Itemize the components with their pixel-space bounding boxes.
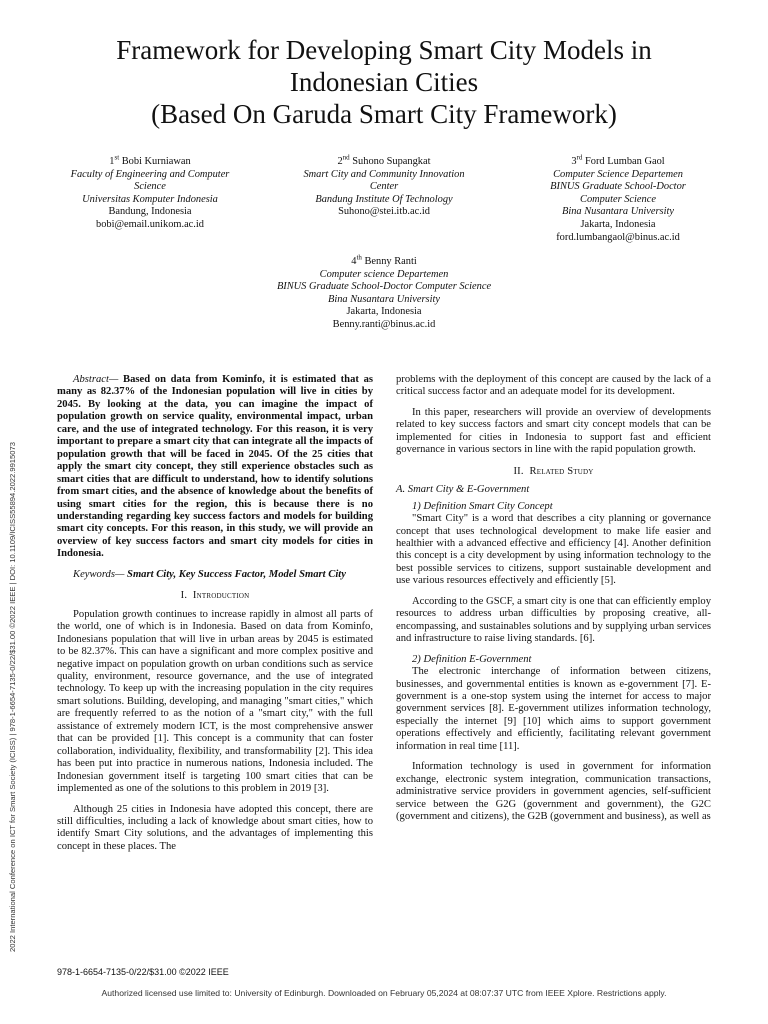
paragraph: Population growth continues to increase rapidly in almost all parts of the world, one of which is in Indonesia. Based on data from Kominfo, Indonesians population that will live in urban areas by 2045 is estimated to be 82.37%. This can have a significant and more complex positive and negative impact on population growth on urban conditions such as service quality, environment, resource governance, and the use of integrated technology. To keep up with the increasing population in the city requires smart solutions. Building, developing, and managing "smart cities," which are frequently referred to as the notion of a "smart city," with the full assistance of extremely modern ICT, is the most comprehensive answer that can be provided [1]. This concept is a community that can foster collaboration, individuality, flexibility, and transformability [2]. This idea has been put into practice in numerous nations, Indonesia included. The Indonesian government itself is targeting 100 smart cities that can be implemented as one of the solutions to this problem in 2019 [3]. [57, 608, 373, 795]
section-heading-related-study: II. Related Study [513, 465, 594, 477]
paragraph: problems with the deployment of this concept are caused by the lack of a critical success factor and an adequate model for its development. [396, 374, 711, 398]
author-block-2 [284, 153, 484, 219]
author-affiliation: Bandung Institute Of Technology [315, 193, 453, 205]
author-email[interactable]: Benny.ranti@binus.ac.id [332, 318, 436, 330]
subsubsection-heading: 1) Definition Smart City Concept [412, 500, 553, 512]
author-affiliation: Bina Nusantara University [328, 293, 440, 305]
author-affiliation: Computer Science Departemen [553, 168, 683, 180]
paper-title [30, 34, 738, 130]
author-affiliation: Universitas Komputer Indonesia [82, 193, 218, 205]
subsection-heading: A. Smart City & E-Government [396, 484, 530, 496]
author-name: 1st Bobi Kurniawan [109, 153, 191, 167]
author-affiliation: Faculty of Engineering and Computer [70, 168, 230, 180]
author-email[interactable]: ford.lumbangaol@binus.ac.id [556, 231, 680, 243]
author-block-3 [518, 153, 718, 244]
title-line-3: (Based On Garuda Smart City Framework) [151, 99, 617, 129]
license-footer: Authorized licensed use limited to: University of Edinburgh. Downloaded on February 05,2024 at 08:07:37 UTC from IEEE Xplore. Restrictions apply. [101, 988, 667, 998]
left-column [57, 374, 373, 853]
paragraph: Although 25 cities in Indonesia have adopted this concept, there are still difficulties, including a lack of knowledge about smart cities, how to identify Smart City solutions, and the advantages of implementing this concept in these places. The [57, 803, 373, 852]
author-city: Bandung, Indonesia [108, 206, 192, 218]
author-block-1 [50, 153, 250, 232]
subsubsection-heading: 2) Definition E-Government [412, 653, 532, 665]
isbn-footer: 978-1-6654-7135-0/22/$31.00 ©2022 IEEE [57, 967, 229, 977]
section-heading-introduction: I. Introduction [180, 590, 250, 602]
paragraph: The electronic interchange of information between citizens, businesses, and governmental entities is known as e-government [7]. E-government is a one-stop system using the internet for access to major government services [8]. E-government utilizes information technology, especially the internet [9] [10] which aims to support government operations effectively and efficiently, facilitating relevant government information in real time [11]. [396, 666, 711, 752]
title-line-1: Framework for Developing Smart City Models in [116, 35, 652, 65]
author-affiliation: Bina Nusantara University [562, 206, 674, 218]
author-city: Jakarta, Indonesia [580, 218, 656, 230]
paragraph: In this paper, researchers will provide an overview of developments related to key success factors and smart city concept models that can be implemented for cities in Indonesia to support fast and efficient governance in various sectors in line with the rapid population growth. [396, 406, 711, 456]
paragraph: According to the GSCF, a smart city is one that can efficiently employ resources to address urban difficulties by proposing creative, all-encompassing, and sustainables solutions and by supplying urban services and infrastructure to raise living standards. [6]. [396, 595, 711, 645]
author-name: 2nd Suhono Supangkat [337, 153, 431, 167]
author-block-4 [234, 253, 534, 332]
author-affiliation: Smart City and Community Innovation [303, 168, 465, 180]
author-affiliation: Computer Science [580, 193, 656, 205]
paragraph: "Smart City" is a word that describes a city planning or governance concept that uses technological development to make life easier and healthier with a advanced effective and efficiency [4]. Another definition this concept is a city development by using information technology to the best possible services to citizens, support sustainable development and use various resources effectively and efficiently [5]. [396, 513, 711, 587]
keywords: Keywords— Smart City, Key Success Factor, Model Smart City [73, 568, 346, 580]
abstract: Abstract— Based on data from Kominfo, it is estimated that as many as 82.37% of the Indonesian population will live in cities by 2045. By looking at the data, you can imagine the impact of population growth on service quality, environmental impact, urban care, and the use of integrated technology. For this reason, it is very important to prepare a smart city that can integrate all the impacts of population growth that will be faced in 2045. Of the 25 cities that apply the smart city concept, they still experience obstacles such as smart cities that are difficult to understand, how to identify solutions from smart cities, and the absence of knowledge about the benefits of using smart cities for the region, this is because there is no understanding regarding key success factors and models for building smart city concepts. For this reason, in this study, we will provide an overview of key success factors and smart city models for cities in Indonesia. [57, 374, 373, 560]
author-city: Jakarta, Indonesia [346, 306, 422, 318]
author-email[interactable]: bobi@email.unikom.ac.id [96, 218, 204, 230]
author-affiliation: Science [134, 181, 166, 193]
author-name: 4th Benny Ranti [351, 253, 417, 267]
title-line-2: Indonesian Cities [289, 67, 479, 97]
conference-sidebar: 2022 International Conference on ICT for Smart Society (ICISS) | 978-1-6654-7135-0/22/$31.00 ©2022 IEEE | DOI: 10.1109/ICISS55894.2022.9915073 [8, 442, 17, 952]
author-affiliation: BINUS Graduate School-Doctor Computer Science [276, 281, 492, 293]
author-name: 3rd Ford Lumban Gaol [571, 153, 665, 167]
author-affiliation: Computer science Departemen [319, 268, 449, 280]
right-column [396, 374, 711, 824]
author-affiliation: Center [369, 181, 399, 193]
paragraph: Information technology is used in government for information exchange, electronic system integration, communication transactions, administrative service providers in government agencies, self-sufficient service between the G2G (government and government), the G2C (government and citizens), the G2B (government and business), as well as [396, 761, 711, 823]
author-email[interactable]: Suhono@stei.itb.ac.id [338, 206, 430, 218]
author-affiliation: BINUS Graduate School-Doctor [550, 181, 686, 193]
